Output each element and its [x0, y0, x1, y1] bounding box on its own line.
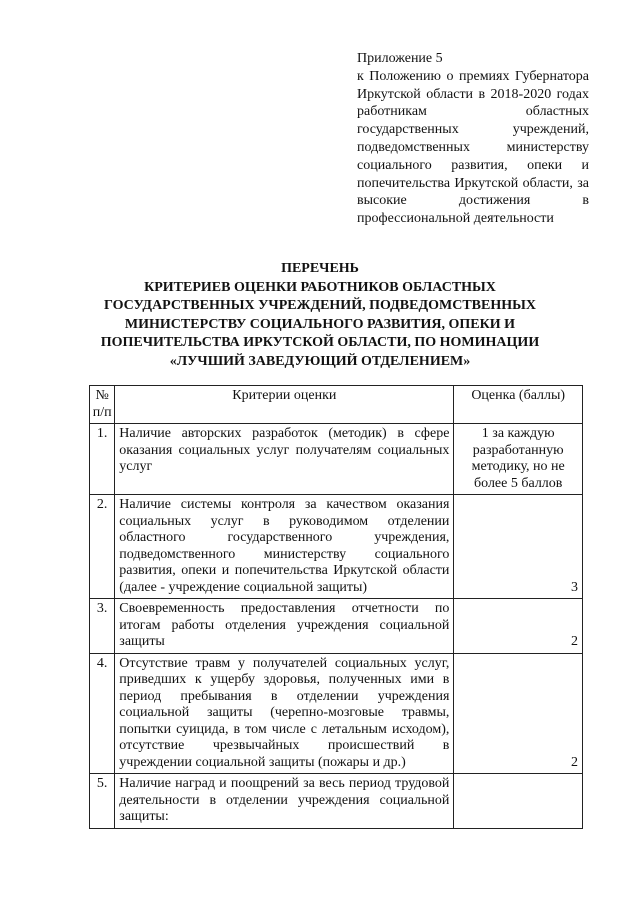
title-line-1: ПЕРЕЧЕНЬ — [281, 261, 359, 276]
header-criteria: Критерии оценки — [115, 386, 454, 424]
row-num: 5. — [90, 774, 115, 829]
row-criteria: Своевременность предоставления отчетности по итогам работы отделения учреждения социальной защиты — [115, 599, 454, 654]
row-score — [454, 774, 583, 829]
title-line-2: КРИТЕРИЕВ ОЦЕНКИ РАБОТНИКОВ ОБЛАСТНЫХ — [144, 279, 496, 295]
appendix-text: к Положению о премиях Губернатора Иркутской области в 2018-2020 годах работникам областных государственных учреждений, подведомственных министерству социального развития, опеки и попечительства Иркутской области, за высокие достижения в профессиональной деятельности — [357, 68, 589, 227]
title-line-6: «ЛУЧШИЙ ЗАВЕДУЮЩИЙ ОТДЕЛЕНИЕМ» — [169, 353, 471, 369]
row-num: 4. — [90, 653, 115, 774]
row-criteria: Наличие системы контроля за качеством оказания социальных услуг в руководимом отделении областного государственного учреждения, подведомственного министерству социального развития, опеки и попечительства Иркутской области (далее - учреждение социальной защиты) — [115, 495, 454, 599]
appendix-note — [357, 50, 589, 228]
table-row — [90, 653, 583, 774]
row-criteria: Отсутствие травм у получателей социальных услуг, приведших к ущербу здоровья, полученных ими в период пребывания в отделении учреждения социальной защиты (черепно-мозговые травмы, попытки суицида, в том числе с летальным исходом), отсутствие чрезвычайных происшествий в учреждении социальной защиты (пожары и др.) — [115, 653, 454, 774]
row-score: 2 — [454, 599, 583, 654]
row-score: 1 за каждую разработанную методику, но не более 5 баллов — [454, 424, 583, 495]
appendix-number: Приложение 5 — [357, 51, 443, 66]
document-title — [40, 260, 600, 371]
title-line-4: МИНИСТЕРСТВУ СОЦИАЛЬНОГО РАЗВИТИЯ, ОПЕКИ И — [124, 316, 516, 332]
table-header-row — [90, 386, 583, 424]
row-criteria: Наличие наград и поощрений за весь период трудовой деятельности в отделении учреждения социальной защиты: — [115, 774, 454, 829]
row-criteria: Наличие авторских разработок (методик) в сфере оказания социальных услуг получателям социальных услуг — [115, 424, 454, 495]
table-row — [90, 424, 583, 495]
row-score: 3 — [454, 495, 583, 599]
table-row — [90, 774, 583, 829]
title-line-3: ГОСУДАРСТВЕННЫХ УЧРЕЖДЕНИЙ, ПОДВЕДОМСТВЕННЫХ — [104, 298, 536, 313]
criteria-table — [89, 385, 583, 829]
row-num: 1. — [90, 424, 115, 495]
title-line-5: ПОПЕЧИТЕЛЬСТВА ИРКУТСКОЙ ОБЛАСТИ, ПО НОМИНАЦИИ — [100, 335, 540, 350]
header-score: Оценка (баллы) — [454, 386, 583, 424]
table-row — [90, 599, 583, 654]
table-row — [90, 495, 583, 599]
header-num: № п/п — [90, 386, 115, 424]
row-num: 3. — [90, 599, 115, 654]
row-score: 2 — [454, 653, 583, 774]
row-num: 2. — [90, 495, 115, 599]
